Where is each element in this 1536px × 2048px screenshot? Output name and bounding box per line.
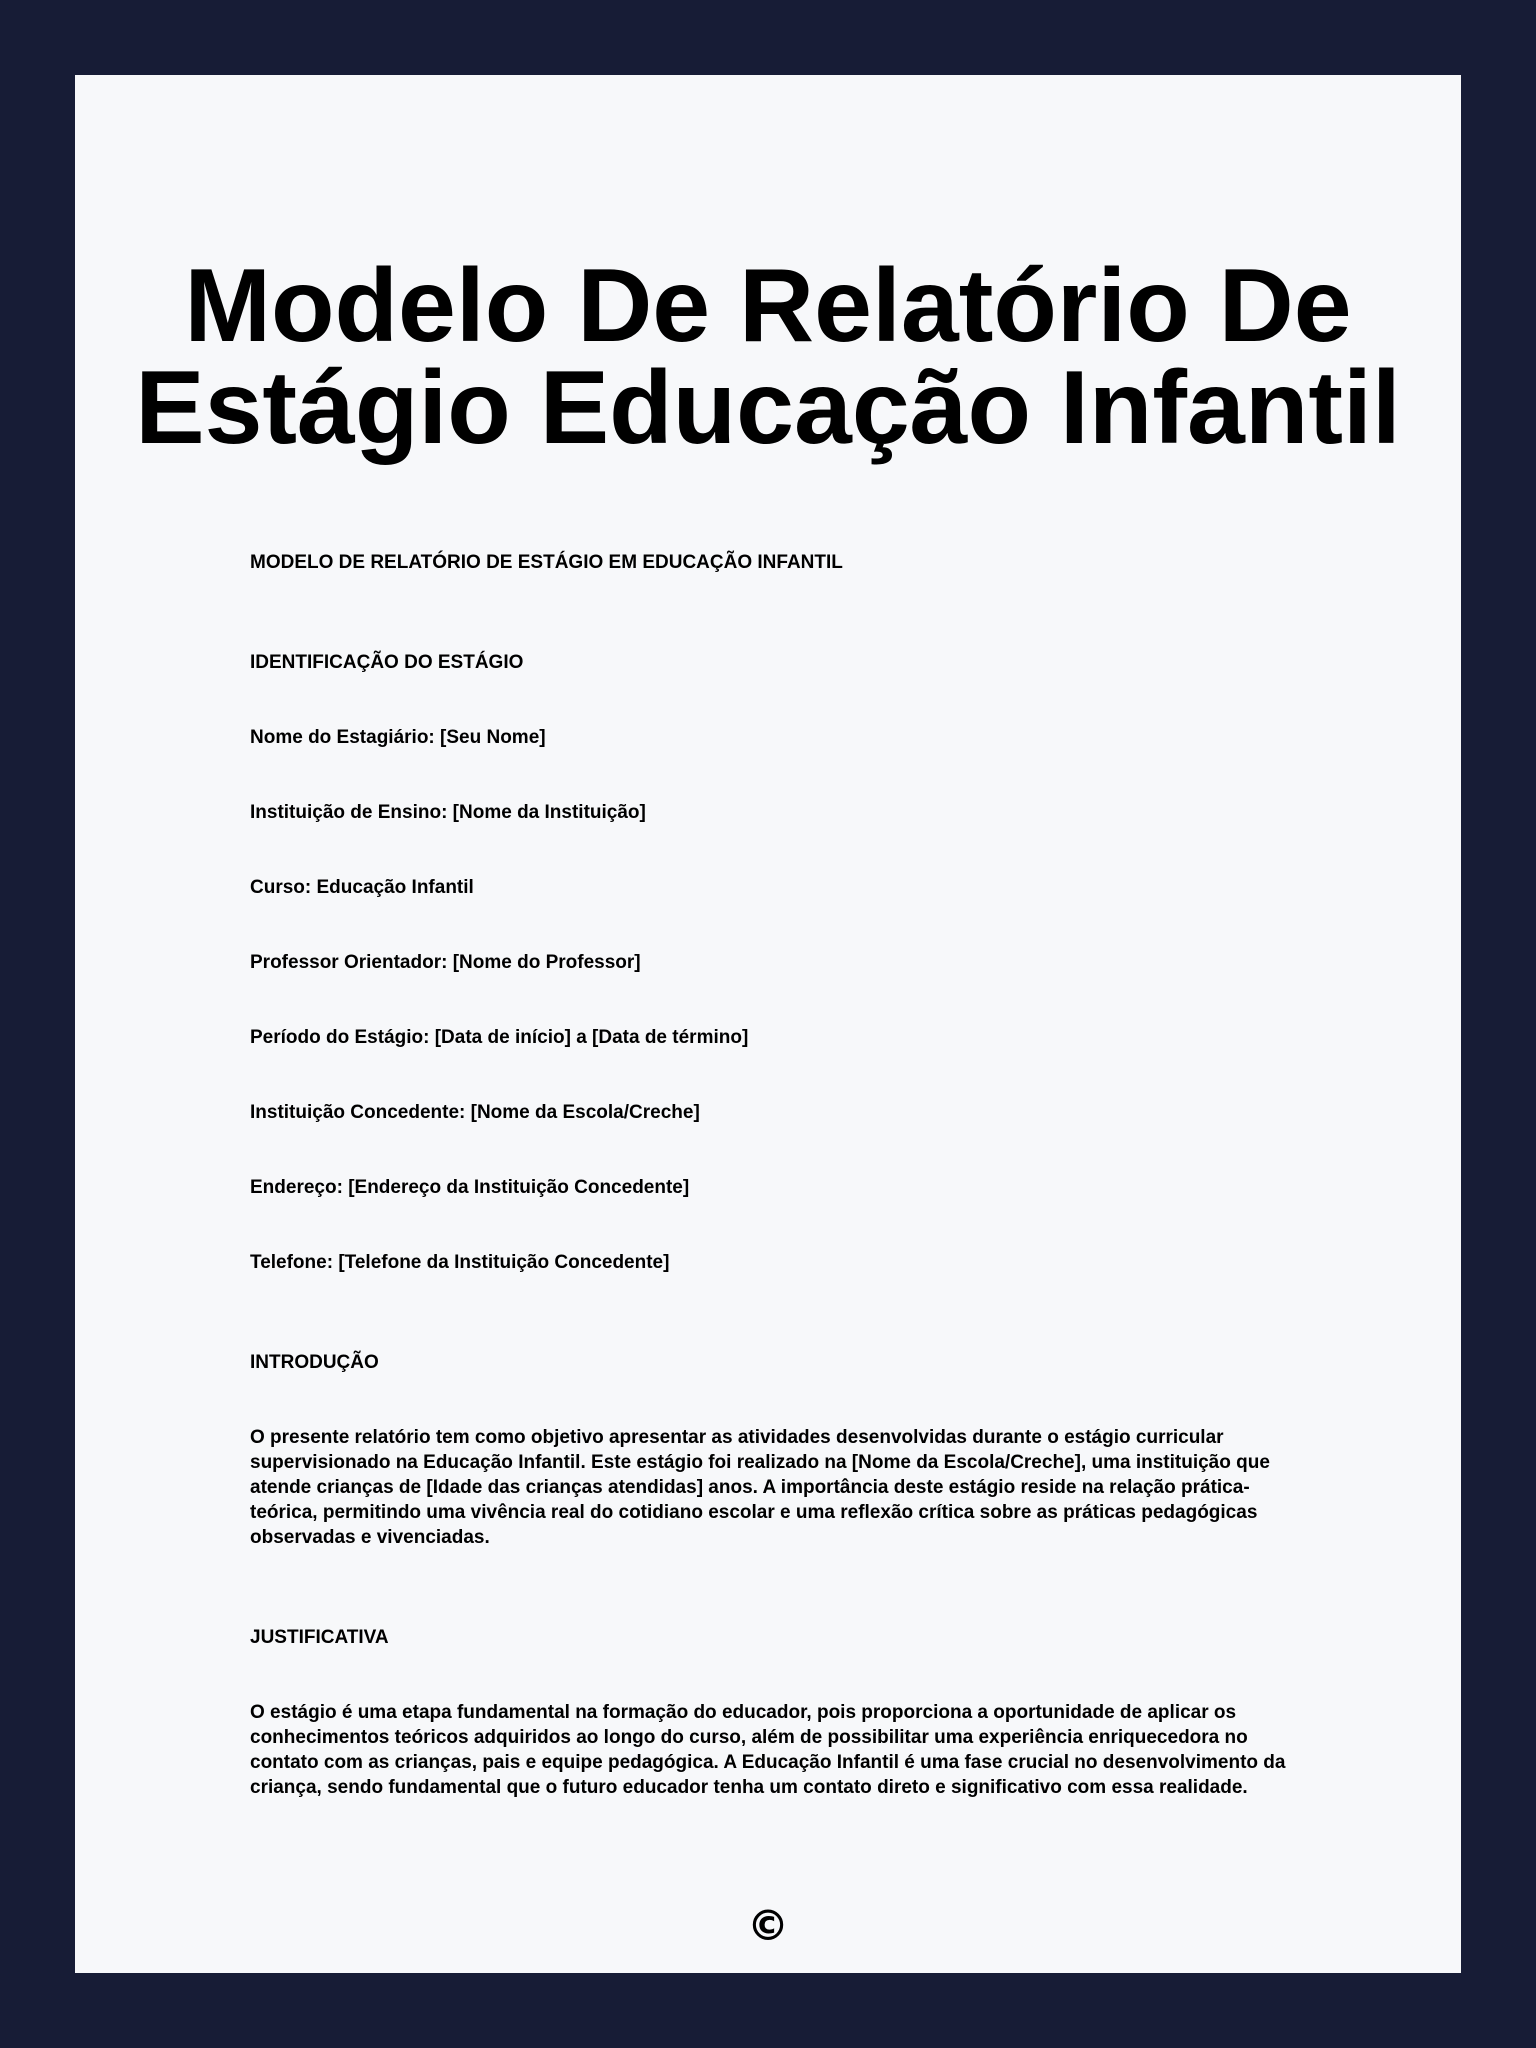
field-internship-period: Período do Estágio: [Data de início] a [Data de término] bbox=[250, 1027, 749, 1048]
field-host-institution: Instituição Concedente: [Nome da Escola/Creche] bbox=[250, 1102, 700, 1123]
field-phone: Telefone: [Telefone da Instituição Concedente] bbox=[250, 1252, 670, 1273]
document-page bbox=[75, 75, 1461, 1973]
field-course: Curso: Educação Infantil bbox=[250, 877, 474, 898]
field-teaching-institution: Instituição de Ensino: [Nome da Instituição] bbox=[250, 802, 646, 823]
section-heading-justification: JUSTIFICATIVA bbox=[250, 1627, 389, 1648]
copyright-icon: © bbox=[747, 1901, 789, 1950]
page-title bbox=[75, 248, 1461, 466]
justification-paragraph: O estágio é uma etapa fundamental na formação do educador, pois proporciona a oportunidade de aplicar os conhecimentos teóricos adquiridos ao longo do curso, além de possibilitar uma experiência enriquecedora no contato com as crianças, pais e equipe pedagógica. A Educação Infantil é uma fase crucial no desenvolvimento da criança, sendo fundamental que o futuro educador tenha um contato direto e significativo com essa realidade. bbox=[250, 1702, 1286, 1798]
field-intern-name: Nome do Estagiário: [Seu Nome] bbox=[250, 727, 546, 748]
page-title-line-2: Estágio Educação Infantil bbox=[135, 350, 1401, 466]
page-title-line-1: Modelo De Relatório De bbox=[184, 248, 1352, 364]
section-heading-identification: IDENTIFICAÇÃO DO ESTÁGIO bbox=[250, 652, 524, 673]
document-heading: MODELO DE RELATÓRIO DE ESTÁGIO EM EDUCAÇÃO INFANTIL bbox=[250, 552, 843, 573]
section-heading-introduction: INTRODUÇÃO bbox=[250, 1352, 379, 1373]
field-supervising-professor: Professor Orientador: [Nome do Professor] bbox=[250, 952, 641, 973]
document-body bbox=[250, 550, 1290, 1800]
field-address: Endereço: [Endereço da Instituição Concedente] bbox=[250, 1177, 690, 1198]
introduction-paragraph: O presente relatório tem como objetivo apresentar as atividades desenvolvidas durante o estágio curricular supervisionado na Educação Infantil. Este estágio foi realizado na [Nome da Escola/Creche], uma instituição que atende crianças de [Idade das crianças atendidas] anos. A importância deste estágio reside na relação prática-teórica, permitindo uma vivência real do cotidiano escolar e uma reflexão crítica sobre as práticas pedagógicas observadas e vivenciadas. bbox=[250, 1427, 1270, 1548]
